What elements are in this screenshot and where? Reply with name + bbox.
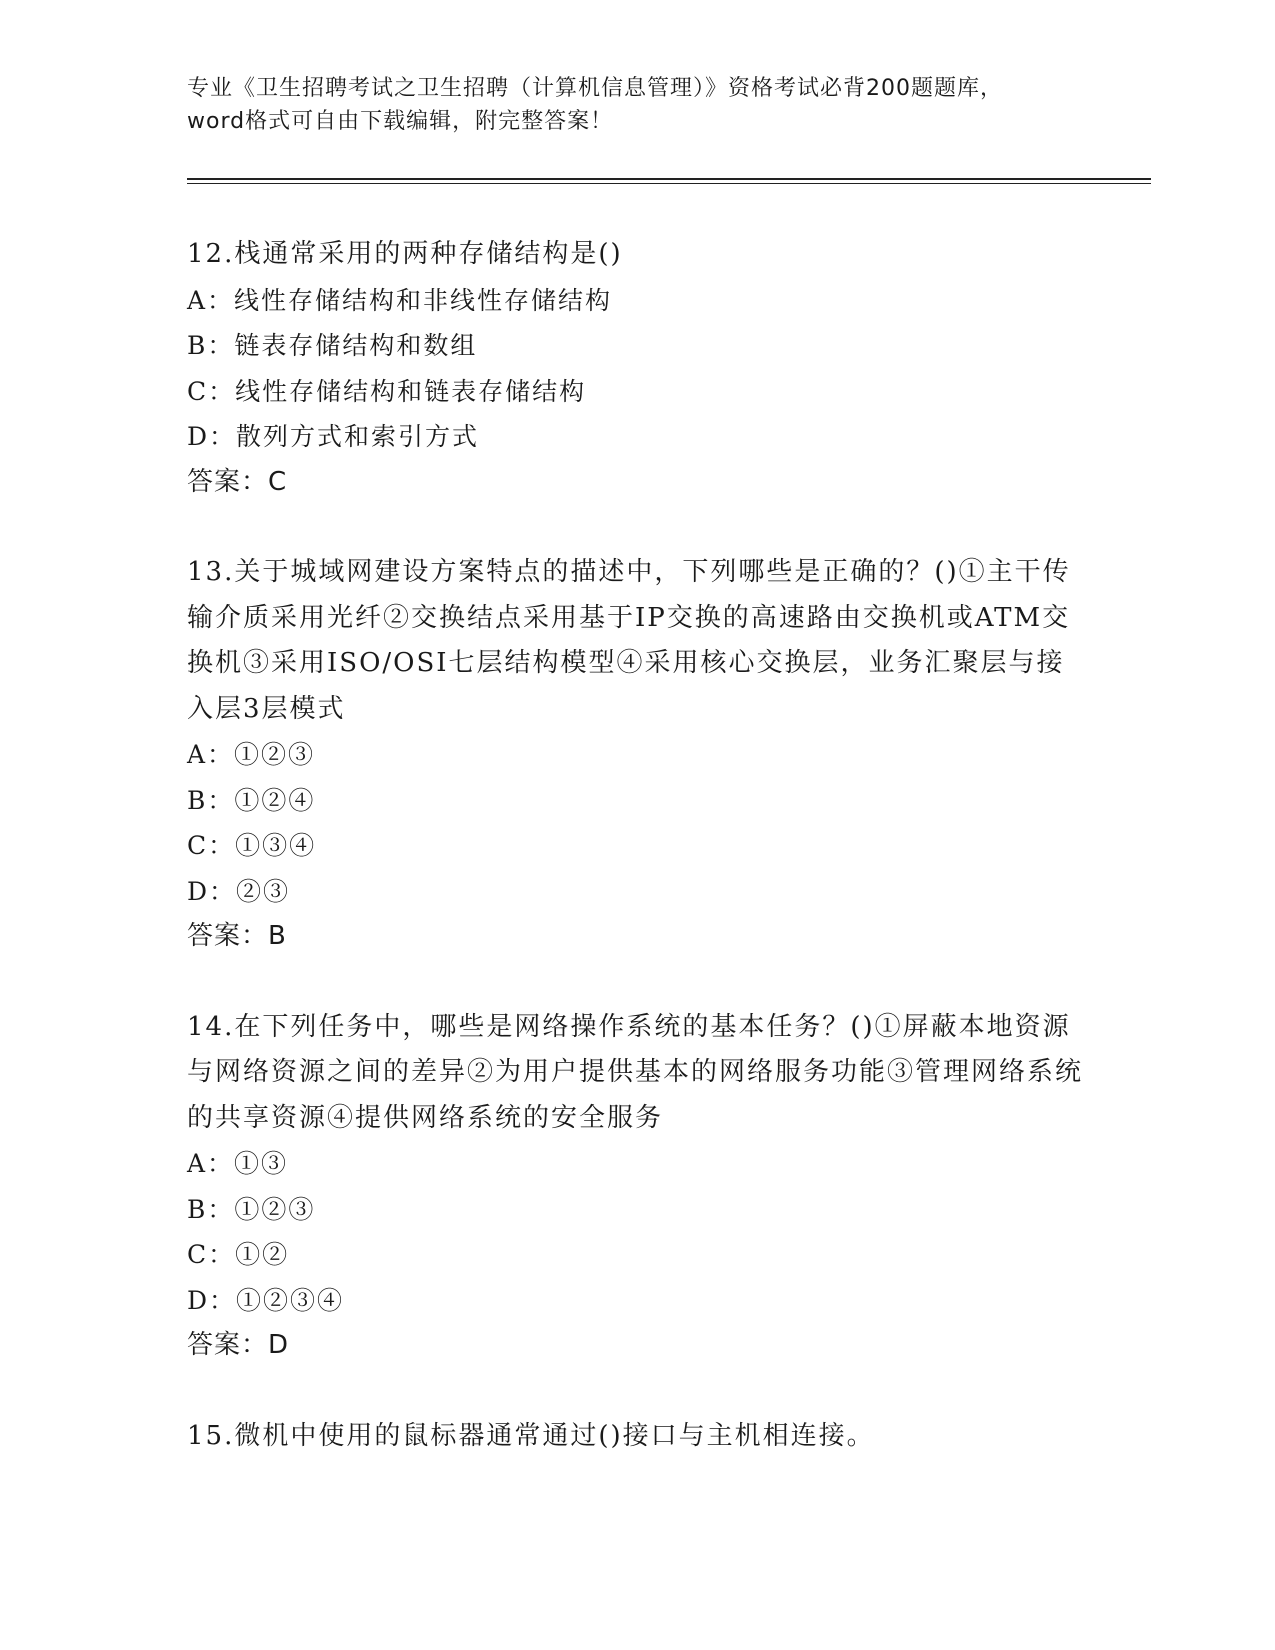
answer-line: 答案：C — [187, 466, 288, 497]
option-c: C：线性存储结构和链表存储结构 — [187, 376, 587, 406]
question-14 — [187, 1005, 1087, 1369]
option-a: A：①②③ — [187, 740, 316, 769]
option-b: B：①②④ — [187, 785, 316, 815]
option-a: A：线性存储结构和非线性存储结构 — [187, 285, 613, 315]
header-divider-thin — [187, 183, 1151, 184]
option-c: C：①③④ — [187, 831, 317, 860]
header-title-line-1: 专业《卫生招聘考试之卫生招聘（计算机信息管理）》资格考试必背200题题库， — [187, 76, 1003, 101]
question-list — [187, 232, 1087, 1504]
question-text: 12.栈通常采用的两种存储结构是() — [187, 239, 623, 269]
question-12 — [187, 232, 1087, 505]
document-header — [187, 72, 1087, 138]
question-text: 13.关于城域网建设方案特点的描述中，下列哪些是正确的？()①主干传输介质采用光纤②交换结点采用基于IP交换的高速路由交换机或ATM交换机③采用ISO/OSI七层结构模型④采用核心交换层，业务汇聚层与接入层3层模式 — [187, 557, 1071, 724]
option-d: D：②③ — [187, 876, 291, 906]
header-title-line-2: word格式可自由下载编辑，附完整答案！ — [187, 109, 614, 134]
option-b: B：①②③ — [187, 1194, 316, 1224]
option-c: C：①② — [187, 1240, 290, 1269]
option-d: D：①②③④ — [187, 1285, 345, 1315]
option-d: D：散列方式和索引方式 — [187, 422, 480, 451]
answer-line: 答案：D — [187, 1330, 290, 1360]
question-text: 14.在下列任务中，哪些是网络操作系统的基本任务？()①屏蔽本地资源与网络资源之间的差异②为用户提供基本的网络服务功能③管理网络系统的共享资源④提供网络系统的安全服务 — [187, 1011, 1084, 1133]
header-divider-thick — [187, 178, 1151, 180]
answer-line: 答案：B — [187, 921, 287, 951]
question-13 — [187, 550, 1087, 960]
question-text: 15.微机中使用的鼠标器通常通过()接口与主机相连接。 — [187, 1420, 875, 1451]
question-15 — [187, 1414, 1087, 1460]
option-b: B：链表存储结构和数组 — [187, 331, 478, 360]
option-a: A：①③ — [187, 1149, 289, 1178]
